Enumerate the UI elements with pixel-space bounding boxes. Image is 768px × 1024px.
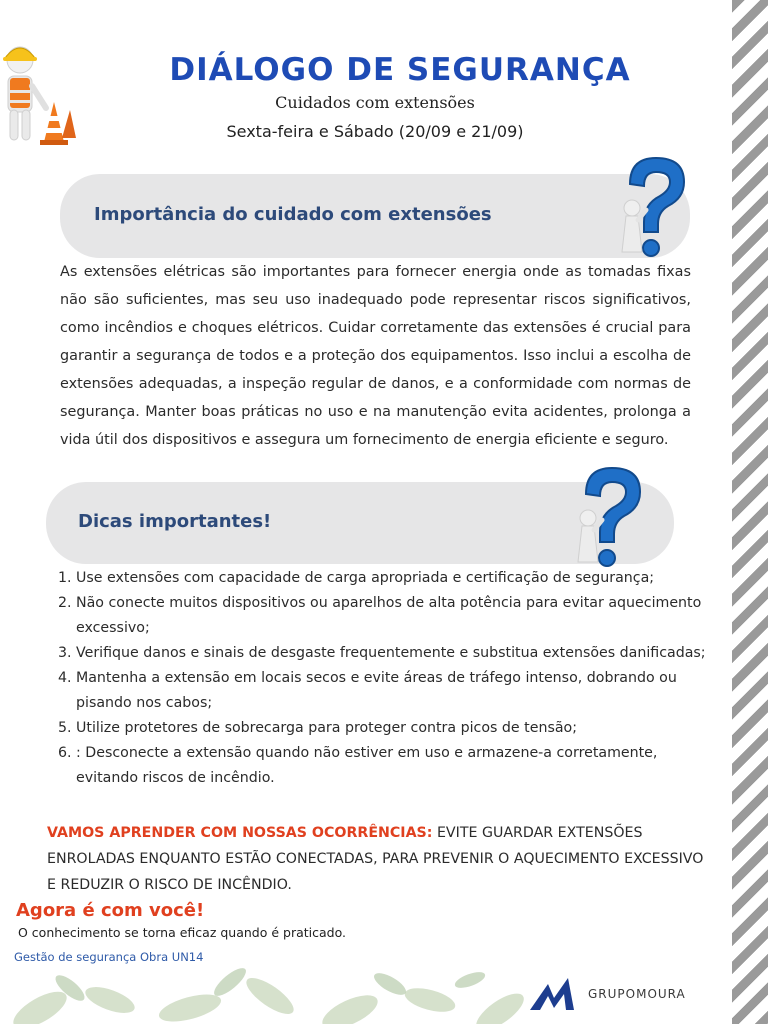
list-item-text: Não conecte muitos dispositivos ou aparelhos de alta potência para evitar aquecimento excessivo; (76, 595, 702, 636)
list-item-number: 4. (58, 670, 72, 686)
section-importance-heading: Importância do cuidado com extensões (94, 204, 492, 225)
page-subtitle: Cuidados com extensões (275, 93, 475, 112)
striped-border (732, 0, 768, 1024)
list-item-number: 6. (58, 745, 72, 761)
list-item (58, 666, 710, 716)
footer-note: Gestão de segurança Obra UN14 (14, 950, 204, 964)
event-dates: Sexta-feira e Sábado (20/09 e 21/09) (226, 122, 524, 141)
construction-worker-icon (0, 38, 80, 148)
list-item-text: : Desconecte a extensão quando não estiver em uso e armazene-a corretamente, evitando riscos de incêndio. (76, 745, 658, 786)
list-item (58, 591, 710, 641)
grupo-moura-logo-text: GRUPOMOURA (588, 987, 686, 1001)
list-item-number: 2. (58, 595, 72, 611)
occurrences-callout (47, 820, 707, 898)
tips-list (58, 566, 710, 791)
closing-heading: Agora é com você! (16, 900, 205, 921)
list-item (58, 566, 710, 591)
list-item-number: 5. (58, 720, 72, 736)
question-mark-figure-icon (568, 462, 648, 574)
section-tips-heading: Dicas importantes! (78, 511, 272, 532)
section-importance-banner (60, 174, 690, 258)
page-title: DIÁLOGO DE SEGURANÇA (169, 52, 631, 88)
list-item-text: Mantenha a extensão em locais secos e evite áreas de tráfego intenso, dobrando ou pisando nos cabos; (76, 670, 677, 711)
closing-text: O conhecimento se torna eficaz quando é praticado. (18, 925, 346, 940)
list-item (58, 741, 710, 791)
list-item-text: Verifique danos e sinais de desgaste frequentemente e substitua extensões danificadas; (76, 645, 706, 661)
list-item-number: 1. (58, 570, 72, 586)
list-item-text: Utilize protetores de sobrecarga para proteger contra picos de tensão; (76, 720, 577, 736)
list-item (58, 641, 710, 666)
list-item (58, 716, 710, 741)
importance-paragraph: As extensões elétricas são importantes para fornecer energia onde as tomadas fixas não são suficientes, mas seu uso inadequado pode representar riscos significativos, como incêndios e choques elétricos. Cuidar corretamente das extensões é crucial para garantir a segurança de todos e a proteção dos equipamentos. Isso inclui a escolha de extensões adequadas, a inspeção regular de danos, e a conformidade com normas de segurança. Manter boas práticas no uso e na manutenção evita acidentes, prolonga a vida útil dos dispositivos e assegura um fornecimento de energia eficiente e seguro. (60, 264, 691, 448)
question-mark-figure-icon (612, 152, 692, 264)
callout-highlight: VAMOS APRENDER COM NOSSAS OCORRÊNCIAS: (47, 825, 433, 841)
list-item-number: 3. (58, 645, 72, 661)
callout-text: EVITE GUARDAR EXTENSÕES ENROLADAS ENQUANTO ESTÃO CONECTADAS, PARA PREVENIR O AQUECIMENTO EXCESSIVO E REDUZIR O RISCO DE INCÊNDIO. (47, 825, 704, 893)
list-item-text: Use extensões com capacidade de carga apropriada e certificação de segurança; (76, 570, 655, 586)
